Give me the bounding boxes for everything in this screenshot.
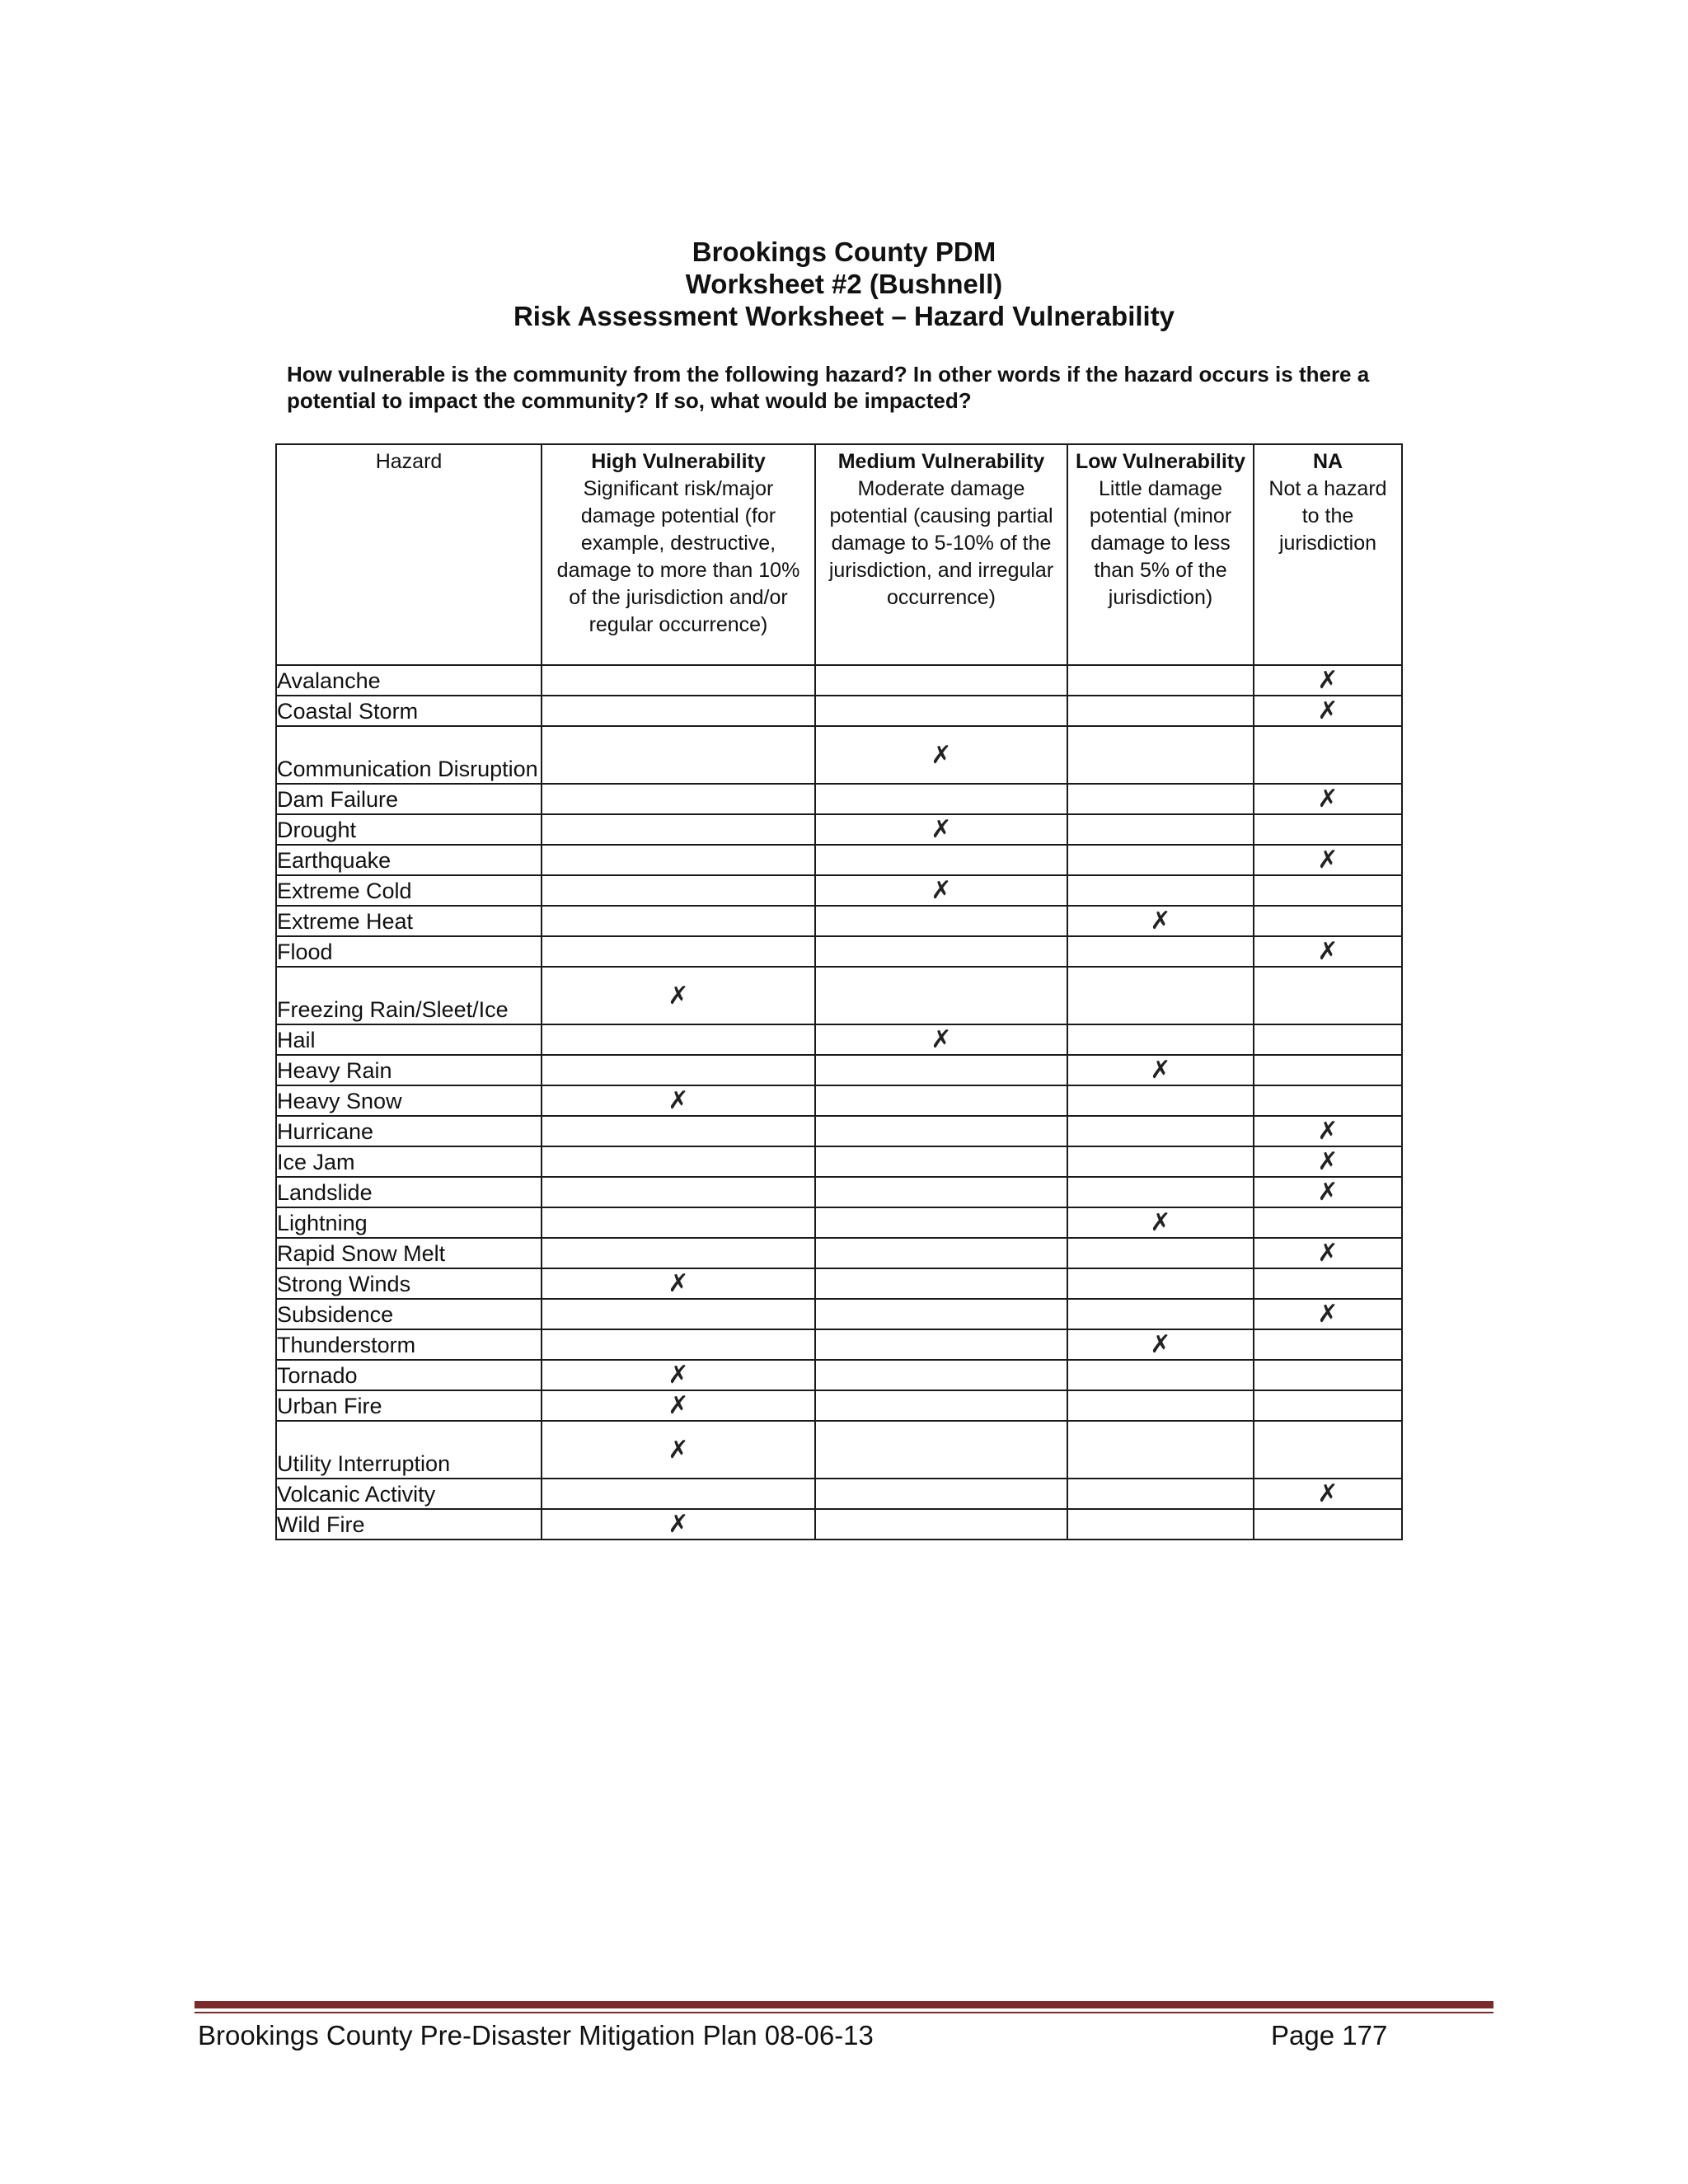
vulnerability-cell-low — [1067, 1329, 1254, 1360]
vulnerability-cell-high — [542, 1360, 815, 1390]
vulnerability-cell-high — [542, 906, 815, 936]
vulnerability-cell-high — [542, 875, 815, 906]
vulnerability-cell-low — [1067, 814, 1254, 845]
vulnerability-cell-na — [1254, 1479, 1402, 1509]
vulnerability-cell-medium — [815, 845, 1067, 875]
vulnerability-cell-high — [542, 967, 815, 1024]
table-row — [276, 1329, 1402, 1360]
vulnerability-cell-high — [542, 1390, 815, 1421]
vulnerability-cell-high — [542, 1024, 815, 1055]
vulnerability-cell-medium — [815, 1238, 1067, 1268]
hazard-name: Extreme Cold — [276, 875, 542, 906]
vulnerability-cell-low — [1067, 1238, 1254, 1268]
table-row — [276, 1177, 1402, 1207]
table-row — [276, 1390, 1402, 1421]
x-mark-icon: ✗ — [668, 1435, 689, 1465]
footer-page-number: Page 177 — [1271, 2020, 1388, 2050]
x-mark-icon: ✗ — [1317, 1117, 1339, 1146]
hazard-vulnerability-table — [275, 443, 1403, 1540]
vulnerability-cell-na — [1254, 1329, 1402, 1360]
footer-rule — [195, 2001, 1493, 2008]
hazard-name: Hurricane — [276, 1116, 542, 1146]
vulnerability-cell-na — [1254, 1238, 1402, 1268]
hazard-name: Volcanic Activity — [276, 1479, 542, 1509]
table-row — [276, 696, 1402, 726]
table-row — [276, 1421, 1402, 1479]
hazard-column-header: Hazard — [276, 444, 542, 665]
vulnerability-cell-medium — [815, 936, 1067, 967]
vulnerability-cell-low — [1067, 1479, 1254, 1509]
vulnerability-cell-medium — [815, 875, 1067, 906]
vulnerability-cell-medium — [815, 1146, 1067, 1177]
table-row — [276, 814, 1402, 845]
hazard-name: Flood — [276, 936, 542, 967]
x-mark-icon: ✗ — [1150, 1330, 1171, 1359]
x-mark-icon: ✗ — [668, 1510, 689, 1539]
vulnerability-cell-high — [542, 665, 815, 696]
hazard-name: Heavy Snow — [276, 1085, 542, 1116]
x-mark-icon: ✗ — [931, 815, 952, 844]
medium-vulnerability-header — [815, 444, 1067, 665]
vulnerability-cell-low — [1067, 1360, 1254, 1390]
vulnerability-cell-na — [1254, 875, 1402, 906]
hazard-name: Lightning — [276, 1207, 542, 1238]
worksheet-heading — [0, 236, 1688, 332]
vulnerability-cell-low — [1067, 1390, 1254, 1421]
vulnerability-cell-na — [1254, 1177, 1402, 1207]
x-mark-icon: ✗ — [1317, 666, 1339, 695]
vulnerability-cell-low — [1067, 1299, 1254, 1329]
hazard-name: Urban Fire — [276, 1390, 542, 1421]
vulnerability-cell-medium — [815, 1329, 1067, 1360]
vulnerability-cell-na — [1254, 1055, 1402, 1085]
column-title: NA — [1312, 450, 1343, 473]
x-mark-icon: ✗ — [1317, 846, 1339, 874]
vulnerability-cell-na — [1254, 1024, 1402, 1055]
vulnerability-cell-low — [1067, 1085, 1254, 1116]
vulnerability-cell-medium — [815, 1360, 1067, 1390]
vulnerability-cell-high — [542, 1268, 815, 1299]
table-row — [276, 906, 1402, 936]
vulnerability-cell-low — [1067, 936, 1254, 967]
footer-rule-thin — [195, 2012, 1493, 2013]
hazard-name: Avalanche — [276, 665, 542, 696]
vulnerability-cell-high — [542, 814, 815, 845]
vulnerability-cell-high — [542, 726, 815, 784]
table-row — [276, 1360, 1402, 1390]
x-mark-icon: ✗ — [1317, 937, 1339, 966]
vulnerability-cell-medium — [815, 696, 1067, 726]
table-row — [276, 1238, 1402, 1268]
table-row — [276, 875, 1402, 906]
vulnerability-cell-high — [542, 1421, 815, 1479]
vulnerability-cell-low — [1067, 1207, 1254, 1238]
vulnerability-cell-na — [1254, 845, 1402, 875]
table-row — [276, 1207, 1402, 1238]
column-description: Moderate damage potential (causing partial damage to 5-10% of the jurisdiction, and irregular occurrence) — [828, 477, 1054, 609]
vulnerability-cell-na — [1254, 1116, 1402, 1146]
vulnerability-cell-high — [542, 1207, 815, 1238]
vulnerability-cell-high — [542, 1055, 815, 1085]
table-row — [276, 1085, 1402, 1116]
table-row — [276, 1146, 1402, 1177]
table-row — [276, 1116, 1402, 1146]
high-vulnerability-header — [542, 444, 815, 665]
vulnerability-cell-high — [542, 1238, 815, 1268]
hazard-name: Ice Jam — [276, 1146, 542, 1177]
hazard-rows — [276, 665, 1402, 1540]
vulnerability-cell-high — [542, 696, 815, 726]
x-mark-icon: ✗ — [1150, 1056, 1171, 1085]
hazard-name: Strong Winds — [276, 1268, 542, 1299]
vulnerability-cell-high — [542, 784, 815, 814]
vulnerability-cell-na — [1254, 726, 1402, 784]
vulnerability-cell-low — [1067, 906, 1254, 936]
hazard-name: Heavy Rain — [276, 1055, 542, 1085]
vulnerability-cell-high — [542, 936, 815, 967]
vulnerability-cell-medium — [815, 1085, 1067, 1116]
vulnerability-cell-low — [1067, 1024, 1254, 1055]
vulnerability-cell-medium — [815, 1207, 1067, 1238]
heading-line-3: Risk Assessment Worksheet – Hazard Vulnerability — [513, 301, 1175, 331]
vulnerability-cell-na — [1254, 1390, 1402, 1421]
vulnerability-cell-medium — [815, 1299, 1067, 1329]
table-row — [276, 1479, 1402, 1509]
vulnerability-cell-medium — [815, 1177, 1067, 1207]
table-row — [276, 784, 1402, 814]
vulnerability-cell-medium — [815, 784, 1067, 814]
vulnerability-cell-high — [542, 1177, 815, 1207]
x-mark-icon: ✗ — [1317, 1239, 1339, 1268]
vulnerability-cell-medium — [815, 726, 1067, 784]
table-row — [276, 665, 1402, 696]
vulnerability-cell-na — [1254, 696, 1402, 726]
footer-plan-title: Brookings County Pre-Disaster Mitigation Plan 08-06-13 — [198, 2020, 874, 2050]
hazard-name: Earthquake — [276, 845, 542, 875]
column-title: High Vulnerability — [591, 450, 766, 473]
column-title: Low Vulnerability — [1075, 450, 1246, 473]
x-mark-icon: ✗ — [668, 1391, 689, 1420]
vulnerability-cell-na — [1254, 814, 1402, 845]
vulnerability-cell-low — [1067, 784, 1254, 814]
hazard-name: Wild Fire — [276, 1509, 542, 1540]
vulnerability-cell-medium — [815, 967, 1067, 1024]
hazard-name: Tornado — [276, 1360, 542, 1390]
table-header-row — [276, 444, 1402, 665]
vulnerability-cell-low — [1067, 1177, 1254, 1207]
x-mark-icon: ✗ — [931, 876, 952, 905]
vulnerability-cell-na — [1254, 1509, 1402, 1540]
column-title: Medium Vulnerability — [837, 450, 1045, 473]
table-row — [276, 936, 1402, 967]
table-row — [276, 967, 1402, 1024]
vulnerability-cell-low — [1067, 1116, 1254, 1146]
vulnerability-cell-low — [1067, 696, 1254, 726]
column-description: Significant risk/major damage potential (for example, destructive, damage to more than 10% of the jurisdiction and/or regular occurrence) — [556, 477, 800, 636]
vulnerability-cell-high — [542, 1116, 815, 1146]
vulnerability-cell-low — [1067, 875, 1254, 906]
vulnerability-cell-na — [1254, 936, 1402, 967]
x-mark-icon: ✗ — [1317, 1300, 1339, 1329]
vulnerability-cell-na — [1254, 1421, 1402, 1479]
heading-line-2: Worksheet #2 (Bushnell) — [685, 269, 1003, 299]
vulnerability-cell-medium — [815, 1024, 1067, 1055]
table-row — [276, 1509, 1402, 1540]
x-mark-icon: ✗ — [668, 1269, 689, 1298]
x-mark-icon: ✗ — [668, 1086, 689, 1115]
vulnerability-cell-medium — [815, 1509, 1067, 1540]
vulnerability-cell-low — [1067, 1146, 1254, 1177]
vulnerability-cell-medium — [815, 1116, 1067, 1146]
x-mark-icon: ✗ — [1317, 1178, 1339, 1207]
low-vulnerability-header — [1067, 444, 1254, 665]
hazard-name: Thunderstorm — [276, 1329, 542, 1360]
vulnerability-cell-low — [1067, 1421, 1254, 1479]
vulnerability-cell-low — [1067, 1055, 1254, 1085]
hazard-name: Drought — [276, 814, 542, 845]
vulnerability-cell-na — [1254, 784, 1402, 814]
table-row — [276, 1268, 1402, 1299]
vulnerability-cell-medium — [815, 1390, 1067, 1421]
vulnerability-cell-medium — [815, 814, 1067, 845]
vulnerability-cell-high — [542, 1085, 815, 1116]
table-row — [276, 1024, 1402, 1055]
vulnerability-cell-na — [1254, 1146, 1402, 1177]
hazard-name: Coastal Storm — [276, 696, 542, 726]
x-mark-icon: ✗ — [1317, 1147, 1339, 1176]
vulnerability-cell-medium — [815, 1421, 1067, 1479]
vulnerability-cell-medium — [815, 1479, 1067, 1509]
vulnerability-cell-medium — [815, 665, 1067, 696]
hazard-name: Landslide — [276, 1177, 542, 1207]
vulnerability-cell-low — [1067, 967, 1254, 1024]
hazard-name: Freezing Rain/Sleet/Ice — [276, 967, 542, 1024]
hazard-name: Utility Interruption — [276, 1421, 542, 1479]
x-mark-icon: ✗ — [1150, 907, 1171, 935]
vulnerability-cell-na — [1254, 967, 1402, 1024]
vulnerability-cell-na — [1254, 1360, 1402, 1390]
column-description: Not a hazard to the jurisdiction — [1268, 477, 1387, 555]
x-mark-icon: ✗ — [1317, 696, 1339, 725]
vulnerability-cell-na — [1254, 1207, 1402, 1238]
vulnerability-cell-high — [542, 1299, 815, 1329]
table-row — [276, 1299, 1402, 1329]
x-mark-icon: ✗ — [1317, 785, 1339, 813]
vulnerability-cell-high — [542, 1329, 815, 1360]
worksheet-question: How vulnerable is the community from the following hazard? In other words if the hazard occurs is there a potential to impact the community? If so, what would be impacted? — [287, 362, 1370, 413]
table-row — [276, 1055, 1402, 1085]
x-mark-icon: ✗ — [668, 981, 689, 1010]
vulnerability-cell-na — [1254, 1085, 1402, 1116]
vulnerability-cell-low — [1067, 1509, 1254, 1540]
table-row — [276, 726, 1402, 784]
hazard-name: Dam Failure — [276, 784, 542, 814]
vulnerability-cell-medium — [815, 1268, 1067, 1299]
hazard-name: Rapid Snow Melt — [276, 1238, 542, 1268]
heading-line-1: Brookings County PDM — [692, 237, 996, 267]
x-mark-icon: ✗ — [931, 740, 952, 770]
hazard-name: Subsidence — [276, 1299, 542, 1329]
x-mark-icon: ✗ — [1150, 1208, 1171, 1237]
vulnerability-cell-low — [1067, 1268, 1254, 1299]
vulnerability-cell-high — [542, 1509, 815, 1540]
vulnerability-cell-medium — [815, 906, 1067, 936]
hazard-name: Extreme Heat — [276, 906, 542, 936]
table-row — [276, 845, 1402, 875]
vulnerability-cell-high — [542, 1146, 815, 1177]
vulnerability-cell-high — [542, 1479, 815, 1509]
vulnerability-cell-low — [1067, 665, 1254, 696]
vulnerability-cell-na — [1254, 1268, 1402, 1299]
hazard-name: Communication Disruption — [276, 726, 542, 784]
vulnerability-cell-high — [542, 845, 815, 875]
na-header — [1254, 444, 1402, 665]
column-description: Little damage potential (minor damage to less than 5% of the jurisdiction) — [1089, 477, 1232, 609]
hazard-name: Hail — [276, 1024, 542, 1055]
vulnerability-cell-na — [1254, 665, 1402, 696]
vulnerability-cell-low — [1067, 845, 1254, 875]
x-mark-icon: ✗ — [931, 1025, 952, 1054]
vulnerability-cell-low — [1067, 726, 1254, 784]
x-mark-icon: ✗ — [668, 1361, 689, 1390]
x-mark-icon: ✗ — [1317, 1479, 1339, 1508]
vulnerability-cell-na — [1254, 1299, 1402, 1329]
vulnerability-cell-medium — [815, 1055, 1067, 1085]
vulnerability-cell-na — [1254, 906, 1402, 936]
